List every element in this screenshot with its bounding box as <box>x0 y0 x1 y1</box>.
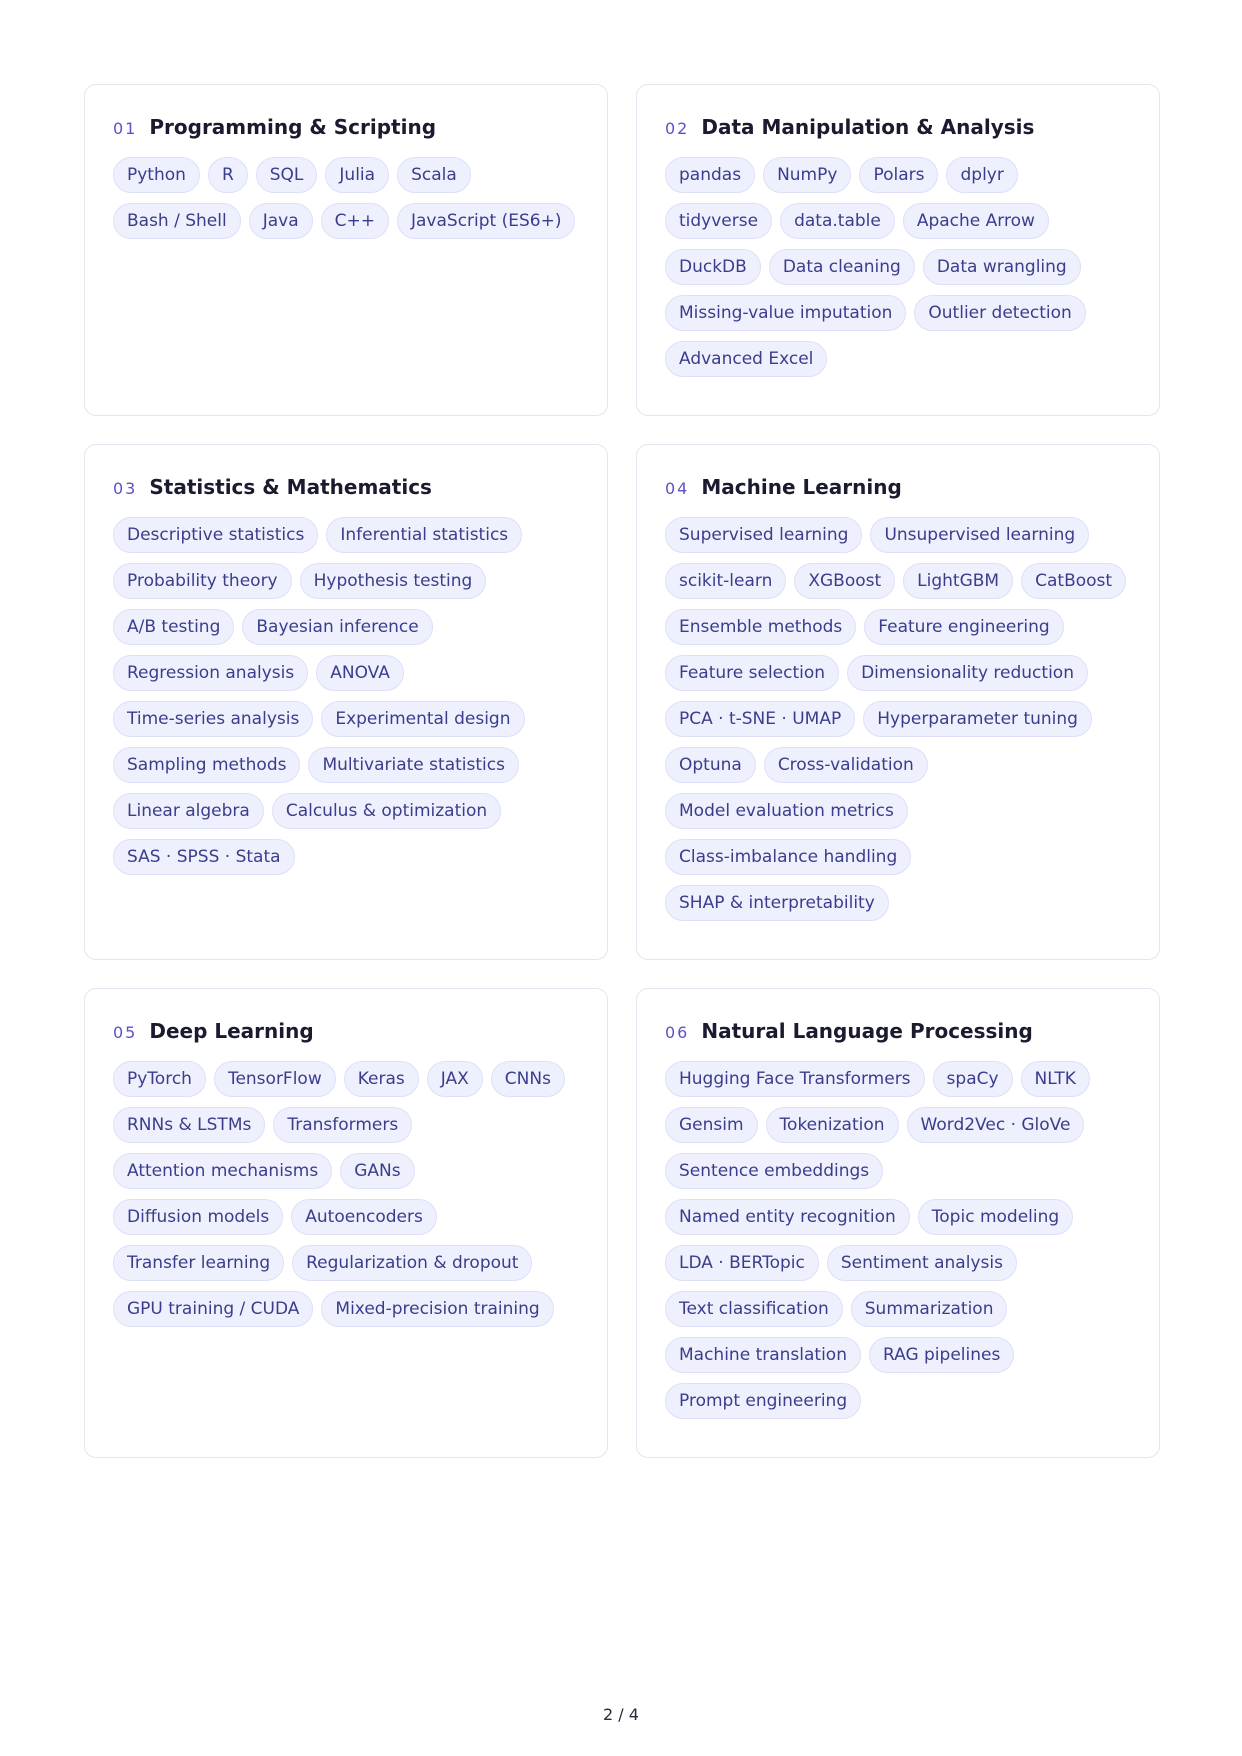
skill-tag: CNNs <box>491 1061 565 1097</box>
skills-grid <box>84 84 1158 1458</box>
skill-tag: pandas <box>665 157 755 193</box>
skill-tag: Named entity recognition <box>665 1199 910 1235</box>
section-number: 05 <box>113 1023 138 1042</box>
skill-tag: Multivariate statistics <box>308 747 518 783</box>
skill-tag: Summarization <box>851 1291 1008 1327</box>
skill-tag: data.table <box>780 203 895 239</box>
skill-tag: Experimental design <box>321 701 524 737</box>
skill-tag: R <box>208 157 248 193</box>
skill-tag: Topic modeling <box>918 1199 1073 1235</box>
page-indicator: 2 / 4 <box>603 1705 639 1724</box>
skill-tag: JavaScript (ES6+) <box>397 203 575 239</box>
skill-tag: RNNs & LSTMs <box>113 1107 265 1143</box>
skill-card <box>84 988 608 1458</box>
skill-tag: Tokenization <box>766 1107 899 1143</box>
skill-tag: GANs <box>340 1153 414 1189</box>
skill-card <box>84 444 608 960</box>
skill-tag: PyTorch <box>113 1061 206 1097</box>
skill-tag: Gensim <box>665 1107 758 1143</box>
section-title: Natural Language Processing <box>701 1019 1033 1043</box>
skill-tag: XGBoost <box>794 563 895 599</box>
skill-tag: Hypothesis testing <box>300 563 487 599</box>
skill-tag: Descriptive statistics <box>113 517 318 553</box>
skill-tag: Bash / Shell <box>113 203 241 239</box>
skill-card <box>636 84 1160 416</box>
skill-tag: Bayesian inference <box>242 609 432 645</box>
card-header <box>113 1019 579 1043</box>
skill-card <box>636 444 1160 960</box>
skill-tag: Unsupervised learning <box>870 517 1089 553</box>
skill-tag: Calculus & optimization <box>272 793 501 829</box>
skill-tag: tidyverse <box>665 203 772 239</box>
skill-tag: Sentiment analysis <box>827 1245 1017 1281</box>
skill-tag: NLTK <box>1021 1061 1090 1097</box>
card-header <box>113 475 579 499</box>
skill-tag: Feature engineering <box>864 609 1063 645</box>
skill-tag: Scala <box>397 157 471 193</box>
skill-tag: Polars <box>859 157 938 193</box>
skill-tag: PCA · t-SNE · UMAP <box>665 701 855 737</box>
skill-tag: SAS · SPSS · Stata <box>113 839 295 875</box>
skill-tag: Supervised learning <box>665 517 862 553</box>
skill-tag: DuckDB <box>665 249 761 285</box>
skill-tag: A/B testing <box>113 609 234 645</box>
skill-tag: Hugging Face Transformers <box>665 1061 925 1097</box>
skill-tag: Linear algebra <box>113 793 264 829</box>
card-header <box>665 115 1131 139</box>
skill-tag: Missing-value imputation <box>665 295 906 331</box>
skill-tag: C++ <box>321 203 389 239</box>
skill-card <box>636 988 1160 1458</box>
skill-card <box>84 84 608 416</box>
skill-tag: Advanced Excel <box>665 341 827 377</box>
skill-tag: Apache Arrow <box>903 203 1049 239</box>
skill-tag: LightGBM <box>903 563 1013 599</box>
section-number: 01 <box>113 119 138 138</box>
skill-tag: Transformers <box>273 1107 412 1143</box>
skill-tag: Optuna <box>665 747 756 783</box>
skill-tag: Diffusion models <box>113 1199 283 1235</box>
skill-tag: Python <box>113 157 200 193</box>
skill-tag: TensorFlow <box>214 1061 336 1097</box>
skill-tag: Word2Vec · GloVe <box>907 1107 1085 1143</box>
skill-tag: Regularization & dropout <box>292 1245 532 1281</box>
skill-tag: Probability theory <box>113 563 292 599</box>
skill-tag: Data wrangling <box>923 249 1081 285</box>
skill-tag: Dimensionality reduction <box>847 655 1088 691</box>
skill-tag: Julia <box>325 157 389 193</box>
tag-list <box>113 1061 579 1327</box>
skill-tag: Ensemble methods <box>665 609 856 645</box>
skill-tag: Java <box>249 203 313 239</box>
skill-tag: Autoencoders <box>291 1199 437 1235</box>
skill-tag: Attention mechanisms <box>113 1153 332 1189</box>
skill-tag: CatBoost <box>1021 563 1126 599</box>
skill-tag: NumPy <box>763 157 851 193</box>
skill-tag: Text classification <box>665 1291 843 1327</box>
skill-tag: Cross-validation <box>764 747 928 783</box>
skill-tag: Transfer learning <box>113 1245 284 1281</box>
section-number: 06 <box>665 1023 690 1042</box>
section-number: 02 <box>665 119 690 138</box>
skill-tag: Prompt engineering <box>665 1383 861 1419</box>
skill-tag: spaCy <box>933 1061 1013 1097</box>
skill-tag: Sentence embeddings <box>665 1153 883 1189</box>
skill-tag: Feature selection <box>665 655 839 691</box>
skill-tag: Regression analysis <box>113 655 308 691</box>
tag-list <box>113 157 579 239</box>
skill-tag: RAG pipelines <box>869 1337 1014 1373</box>
skill-tag: JAX <box>427 1061 483 1097</box>
section-title: Statistics & Mathematics <box>149 475 432 499</box>
skill-tag: Inferential statistics <box>326 517 522 553</box>
section-number: 04 <box>665 479 690 498</box>
skill-tag: SQL <box>256 157 318 193</box>
section-number: 03 <box>113 479 138 498</box>
skill-tag: scikit-learn <box>665 563 786 599</box>
skill-tag: LDA · BERTopic <box>665 1245 819 1281</box>
tag-list <box>665 1061 1131 1419</box>
skill-tag: Hyperparameter tuning <box>863 701 1092 737</box>
skill-tag: Machine translation <box>665 1337 861 1373</box>
section-title: Programming & Scripting <box>149 115 437 139</box>
tag-list <box>665 517 1131 921</box>
skill-tag: Mixed-precision training <box>321 1291 553 1327</box>
section-title: Deep Learning <box>149 1019 314 1043</box>
skill-tag: Class-imbalance handling <box>665 839 911 875</box>
skill-tag: Outlier detection <box>914 295 1085 331</box>
skill-tag: ANOVA <box>316 655 404 691</box>
card-header <box>665 475 1131 499</box>
skill-tag: Time-series analysis <box>113 701 313 737</box>
tag-list <box>665 157 1131 377</box>
skill-tag: dplyr <box>946 157 1017 193</box>
card-header <box>113 115 579 139</box>
skill-tag: Model evaluation metrics <box>665 793 908 829</box>
skill-tag: Keras <box>344 1061 419 1097</box>
skill-tag: GPU training / CUDA <box>113 1291 313 1327</box>
skill-tag: Sampling methods <box>113 747 300 783</box>
skill-tag: Data cleaning <box>769 249 915 285</box>
section-title: Machine Learning <box>701 475 902 499</box>
card-header <box>665 1019 1131 1043</box>
tag-list <box>113 517 579 875</box>
section-title: Data Manipulation & Analysis <box>701 115 1035 139</box>
skill-tag: SHAP & interpretability <box>665 885 889 921</box>
